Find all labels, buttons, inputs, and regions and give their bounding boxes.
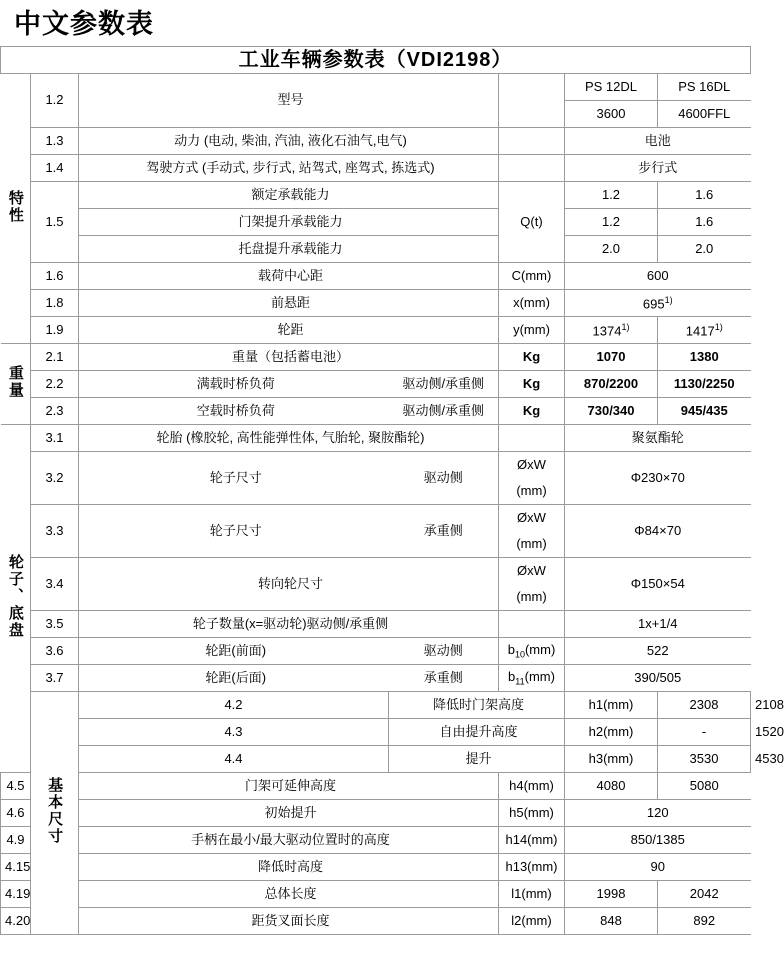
row-unit-symbol: ØxW [499,452,565,479]
row-value-1: 4080 [565,773,658,800]
row-number: 3.1 [31,425,79,452]
row-value-span: 电池 [565,128,751,155]
row-number: 4.3 [79,719,389,746]
row-description: 前悬距 [79,290,499,317]
row-number: 4.4 [79,746,389,773]
row-value-1: 870/2200 [565,371,658,398]
row-number: 3.7 [31,665,79,692]
row-subdescription: 驱动侧/承重侧 [389,371,499,398]
table-row [1,505,751,532]
table-row [1,155,751,182]
row-description: 提升 [389,746,565,773]
row-description: 轮胎 (橡胶轮, 高性能弹性体, 气胎轮, 聚胺酯轮) [79,425,499,452]
row-description: 重量（包括蓄电池） [79,344,499,371]
row-unit [499,425,565,452]
row-description: 轮子数量(x=驱动轮)驱动侧/承重侧 [79,611,499,638]
row-description: 自由提升高度 [389,719,565,746]
row-number: 4.15 [1,854,31,881]
row-subdescription: 驱动侧/承重侧 [389,398,499,425]
row-value-2: 945/435 [658,398,751,425]
row-unit: Kg [499,371,565,398]
row-value-span: 600 [565,263,751,290]
row-description: 降低时门架高度 [389,692,565,719]
row-value-span: 1x+1/4 [565,611,751,638]
row-unit: h4(mm) [499,773,565,800]
table-row [1,854,751,881]
table-row [1,371,751,398]
row-number: 3.3 [31,505,79,558]
row-description: 门架可延伸高度 [79,773,499,800]
row-unit: h13(mm) [499,854,565,881]
row-description: 轮距 [79,317,499,344]
row-description: 总体长度 [79,881,499,908]
table-row [1,209,751,236]
table-row [1,398,751,425]
row-unit-mm: (mm) [499,584,565,611]
row-subdescription: 驱动侧 [389,452,499,505]
row-description: 距货叉面长度 [79,908,499,935]
row-number: 2.2 [31,371,79,398]
row-number: 3.5 [31,611,79,638]
table-row [1,452,751,479]
row-number: 4.9 [1,827,31,854]
table-row [1,881,751,908]
row-value-1: 1.2 [565,182,658,209]
row-number: 4.19 [1,881,31,908]
row-unit: h5(mm) [499,800,565,827]
row-value-1: 3600 [565,101,658,128]
row-description: 门架提升承载能力 [79,209,499,236]
row-value-1: 848 [565,908,658,935]
row-description: 空载时桥负荷 [79,398,389,425]
row-value-2: 1.6 [658,209,751,236]
row-value-2: 892 [658,908,751,935]
row-number: 1.3 [31,128,79,155]
row-value-span: Φ150×54 [565,558,751,611]
table-title-row [1,47,751,74]
row-description: 型号 [79,74,499,128]
row-unit: h14(mm) [499,827,565,854]
row-value-span: Φ84×70 [565,505,751,558]
row-unit-mm: (mm) [499,478,565,505]
table-row [1,128,751,155]
row-unit [499,155,565,182]
row-value-2: 2.0 [658,236,751,263]
row-unit-symbol: ØxW [499,558,565,585]
table-row [1,827,751,854]
row-value-span: 695$^{1)}$ [565,290,751,317]
row-number: 3.2 [31,452,79,505]
table-row [1,908,751,935]
table-row [1,611,751,638]
row-description: 驾驶方式 (手动式, 步行式, 站驾式, 座驾式, 拣选式) [79,155,499,182]
row-unit-symbol: ØxW [499,505,565,532]
table-row [1,74,751,101]
row-unit: y(mm) [499,317,565,344]
row-number: 4.2 [79,692,389,719]
row-description: 满载时桥负荷 [79,371,389,398]
table-row [1,425,751,452]
row-number: 2.1 [31,344,79,371]
table-row: 4.4 提升 h3(mm) 3530 4530 [1,746,751,773]
row-unit: $b_{10}(mm)$ [499,638,565,665]
row-value-2: 1380 [658,344,751,371]
row-value-2: 4600FFL [658,101,751,128]
group-label-wheels: 轮子、底盘 [1,425,31,773]
row-unit: Q(t) [499,182,565,263]
row-value-1: 1998 [565,881,658,908]
row-number: 2.3 [31,398,79,425]
row-unit: Kg [499,344,565,371]
row-unit: l1(mm) [499,881,565,908]
row-description: 动力 (电动, 柴油, 汽油, 液化石油气,电气) [79,128,499,155]
row-description: 降低时高度 [79,854,499,881]
table-row [1,317,751,344]
row-number: 4.6 [1,800,31,827]
row-description: 轮子尺寸 [79,505,389,558]
row-unit: h3(mm) [565,746,658,773]
row-value-1: PS 12DL [565,74,658,101]
row-value-2: 5080 [658,773,751,800]
row-value-2: 1130/2250 [658,371,751,398]
row-description: 额定承载能力 [79,182,499,209]
table-row [1,638,751,665]
row-number: 3.4 [31,558,79,611]
row-unit: $b_{11}(mm)$ [499,665,565,692]
row-subdescription: 驱动侧 [389,638,499,665]
table-row: 4.3 自由提升高度 h2(mm) - 1520 [1,719,751,746]
row-value-1: 1374$^{1)}$ [565,317,658,344]
row-unit [499,128,565,155]
row-value-2: 1.6 [658,182,751,209]
table-title: 工业车辆参数表（VDI2198） [1,47,751,74]
row-number: 1.9 [31,317,79,344]
table-row [1,665,751,692]
group-label-dimensions: 基本尺寸 [31,692,79,935]
row-value-1: 730/340 [565,398,658,425]
table-row [1,800,751,827]
row-unit: l2(mm) [499,908,565,935]
row-number: 1.4 [31,155,79,182]
row-value-span: 850/1385 [565,827,751,854]
row-number: 1.8 [31,290,79,317]
spec-table [0,46,784,935]
row-value-span: 522 [565,638,751,665]
row-unit [499,74,565,128]
table-row [1,182,751,209]
row-number: 3.6 [31,638,79,665]
row-value-1: 2308 [658,692,751,719]
table-row [1,290,751,317]
row-value-1: 3530 [658,746,751,773]
row-value-span: 聚氨酯轮 [565,425,751,452]
row-value-1: 1.2 [565,209,658,236]
table-row [1,344,751,371]
row-unit: x(mm) [499,290,565,317]
table-row [1,236,751,263]
row-unit: h1(mm) [565,692,658,719]
row-value-1: - [658,719,751,746]
table-row [1,773,751,800]
row-description: 托盘提升承载能力 [79,236,499,263]
row-subdescription: 承重侧 [389,505,499,558]
row-description: 手柄在最小/最大驱动位置时的高度 [79,827,499,854]
row-value-span: 步行式 [565,155,751,182]
row-unit [499,611,565,638]
row-description: 轮子尺寸 [79,452,389,505]
row-number: 4.20 [1,908,31,935]
row-value-2: 1417$^{1)}$ [658,317,751,344]
row-unit: Kg [499,398,565,425]
group-label-weight: 重量 [1,344,31,425]
row-number: 1.2 [31,74,79,128]
row-value-span: 390/505 [565,665,751,692]
row-description: 轮距(后面) [79,665,389,692]
row-unit: h2(mm) [565,719,658,746]
row-value-1: 1070 [565,344,658,371]
row-description: 载荷中心距 [79,263,499,290]
row-description: 轮距(前面) [79,638,389,665]
row-unit: C(mm) [499,263,565,290]
row-value-2: 2042 [658,881,751,908]
row-value-span: 120 [565,800,751,827]
row-number: 1.5 [31,182,79,263]
row-number: 1.6 [31,263,79,290]
row-value-2: PS 16DL [658,74,751,101]
table-row [1,558,751,585]
row-subdescription: 承重侧 [389,665,499,692]
row-description: 初始提升 [79,800,499,827]
row-value-span: Φ230×70 [565,452,751,505]
row-value-1: 2.0 [565,236,658,263]
table-row [1,263,751,290]
row-value-span: 90 [565,854,751,881]
row-number: 4.5 [1,773,31,800]
row-description: 转向轮尺寸 [79,558,499,611]
page-title: 中文参数表 [14,9,154,39]
row-unit-mm: (mm) [499,531,565,558]
table-row: 基本尺寸 4.2 降低时门架高度 h1(mm) 2308 2108 [1,692,751,719]
group-label-features: 特性 [1,74,31,344]
